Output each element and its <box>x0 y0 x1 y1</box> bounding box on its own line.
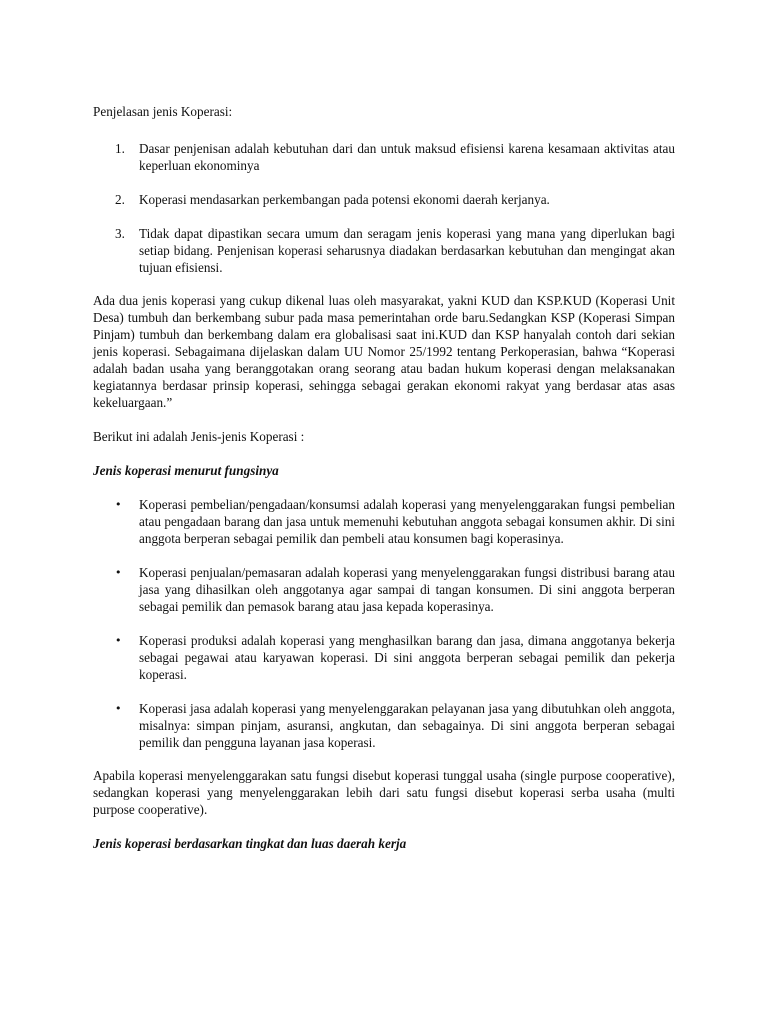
bullet-icon: • <box>115 498 122 511</box>
paragraph-kud-ksp: Ada dua jenis koperasi yang cukup dikenal luas oleh masyarakat, yakni KUD dan KSP.KUD (Koperasi Unit Desa) tumbuh dan berkembang subur pada masa pemerintahan orde baru.Sedangkan KSP (Koperasi Simpan Pinjam) tumbuh dan berkembang dalam era globalisasi saat ini.KUD dan KSP hanyalah contoh dari sekian jenis koperasi. Sebagaimana dijelaskan dalam UU Nomor 25/1992 tentang Perkoperasian, bahwa “Koperasi adalah badan usaha yang beranggotakan orang seorang atau badan hukum koperasi dengan melaksanakan kegiatannya berdasar prinsip koperasi, sehingga sebagai gerakan ekonomi rakyat yang berdasar atas asas kekeluargaan.” <box>93 293 675 410</box>
paragraph-jenis-intro: Berikut ini adalah Jenis-jenis Koperasi : <box>93 429 305 444</box>
bullet-text: Koperasi pembelian/pengadaan/konsumsi adalah koperasi yang menyelenggarakan fungsi pembelian atau pengadaan barang dan jasa untuk memenuhi kebutuhan anggota sebagai konsumen akhir. Di sini anggota berperan sebagai pemilik dan pembeli atau konsumen bagi koperasinya. <box>139 497 675 546</box>
bullet-icon: • <box>115 634 122 647</box>
document-page <box>93 103 675 869</box>
item-text: Tidak dapat dipastikan secara umum dan seragam jenis koperasi yang mana yang diperlukan bagi setiap bidang. Penjenisan koperasi seharusnya diadakan berdasarkan kebutuhan dan mengingat akan tujuan efisiensi. <box>139 226 675 275</box>
item-number: 3. <box>115 226 125 241</box>
bullet-list <box>93 496 675 751</box>
bullet-icon: • <box>115 702 122 715</box>
bullet-icon: • <box>115 566 122 579</box>
numbered-item <box>93 225 675 276</box>
bullet-text: Koperasi penjualan/pemasaran adalah koperasi yang menyelenggarakan fungsi distribusi barang atau jasa yang dihasilkan oleh anggotanya agar sampai di tangan konsumen. Di sini anggota berperan sebagai pemilik dan pemasok barang atau jasa kepada koperasinya. <box>139 565 675 614</box>
intro-text: Penjelasan jenis Koperasi: <box>93 104 233 119</box>
item-text: Koperasi mendasarkan perkembangan pada potensi ekonomi daerah kerjanya. <box>139 192 550 207</box>
bullet-item <box>93 496 675 547</box>
bullet-item <box>93 700 675 751</box>
item-number: 1. <box>115 141 125 156</box>
numbered-item <box>93 140 675 174</box>
numbered-list <box>93 140 675 276</box>
bullet-text: Koperasi jasa adalah koperasi yang menyelenggarakan pelayanan jasa yang dibutuhkan oleh anggota, misalnya: simpan pinjam, asuransi, angkutan, dan sebagainya. Di sini anggota berperan sebagai pemilik dan pengguna layanan jasa koperasi. <box>139 701 675 750</box>
bullet-text: Koperasi produksi adalah koperasi yang menghasilkan barang dan jasa, dimana anggotanya bekerja sebagai pegawai atau karyawan koperasi. Di sini anggota berperan sebagai pemilik dan pekerja koperasi. <box>139 633 675 682</box>
numbered-item <box>93 191 675 208</box>
bullet-item <box>93 632 675 683</box>
item-text: Dasar penjenisan adalah kebutuhan dari dan untuk maksud efisiensi karena kesamaan aktivitas atau keperluan ekonominya <box>139 141 675 173</box>
paragraph-tunggal-serba-usaha: Apabila koperasi menyelenggarakan satu fungsi disebut koperasi tunggal usaha (single purpose cooperative), sedangkan koperasi yang menyelenggarakan lebih dari satu fungsi disebut koperasi serba usaha (multi purpose cooperative). <box>93 768 675 817</box>
bullet-item <box>93 564 675 615</box>
item-number: 2. <box>115 192 125 207</box>
section-heading-fungsi: Jenis koperasi menurut fungsinya <box>93 463 279 478</box>
section-heading-tingkat: Jenis koperasi berdasarkan tingkat dan luas daerah kerja <box>93 836 407 851</box>
